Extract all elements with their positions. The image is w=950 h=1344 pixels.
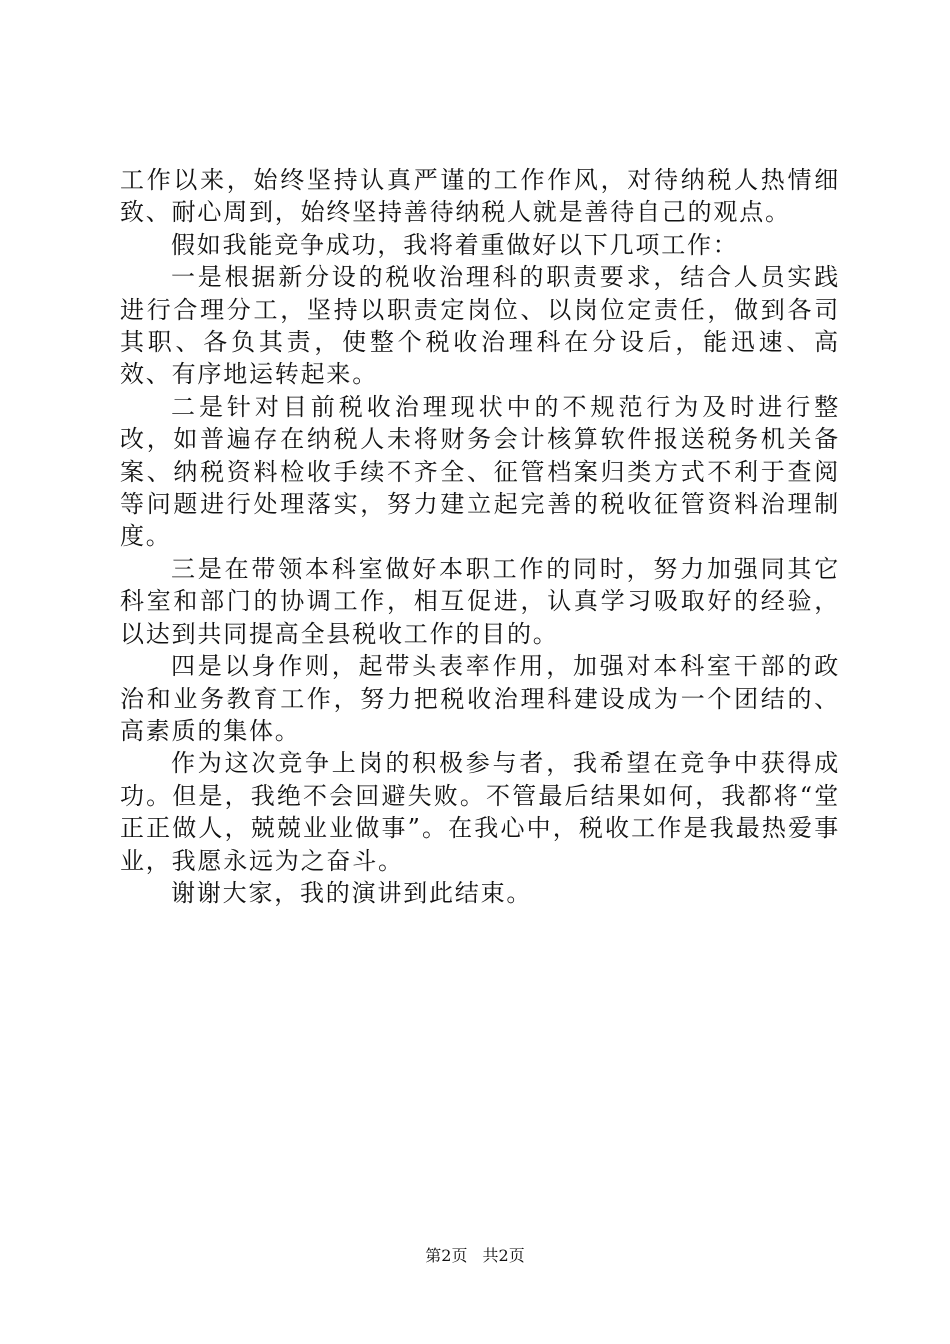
paragraph-continuation: 工作以来，始终坚持认真严谨的工作作风，对待纳税人热情细致、耐心周到，始终坚持善待纳税人就是善待自己的观点。 (120, 166, 840, 227)
paragraph-thanks: 谢谢大家，我的演讲到此结束。 (171, 878, 533, 907)
paragraph-intro-work-items: 假如我能竞争成功，我将着重做好以下几项工作： (171, 230, 739, 259)
paragraph-item-four: 四是以身作则，起带头表率作用，加强对本科室干部的政治和业务教育工作，努力把税收治理科建设成为一个团结的、高素质的集体。 (120, 652, 840, 745)
page-total: 共2页 (482, 1246, 525, 1265)
paragraph-closing-statement: 作为这次竞争上岗的积极参与者，我希望在竞争中获得成功。但是，我绝不会回避失败。不管最后结果如何，我都将“堂正正做人，兢兢业业做事”。在我心中，税收工作是我最热爱事业，我愿永远为之奋斗。 (120, 749, 840, 875)
paragraph-item-three: 三是在带领本科室做好本职工作的同时，努力加强同其它科室和部门的协调工作，相互促进，认真学习吸取好的经验，以达到共同提高全县税收工作的目的。 (120, 554, 840, 648)
paragraph-item-one: 一是根据新分设的税收治理科的职责要求，结合人员实践进行合理分工，坚持以职责定岗位、以岗位定责任，做到各司其职、各负其责，使整个税收治理科在分设后，能迅速、高效、有序地运转起来。 (120, 263, 840, 389)
page-number: 第2页 (425, 1246, 468, 1265)
page-footer (0, 1246, 950, 1266)
document-body (120, 164, 840, 909)
paragraph-item-two: 二是针对目前税收治理现状中的不规范行为及时进行整改，如普遍存在纳税人未将财务会计核算软件报送税务机关备案、纳税资料检收手续不齐全、征管档案归类方式不利于查阅等问题进行处理落实，努力建立起完善的税收征管资料治理制度。 (120, 392, 840, 551)
